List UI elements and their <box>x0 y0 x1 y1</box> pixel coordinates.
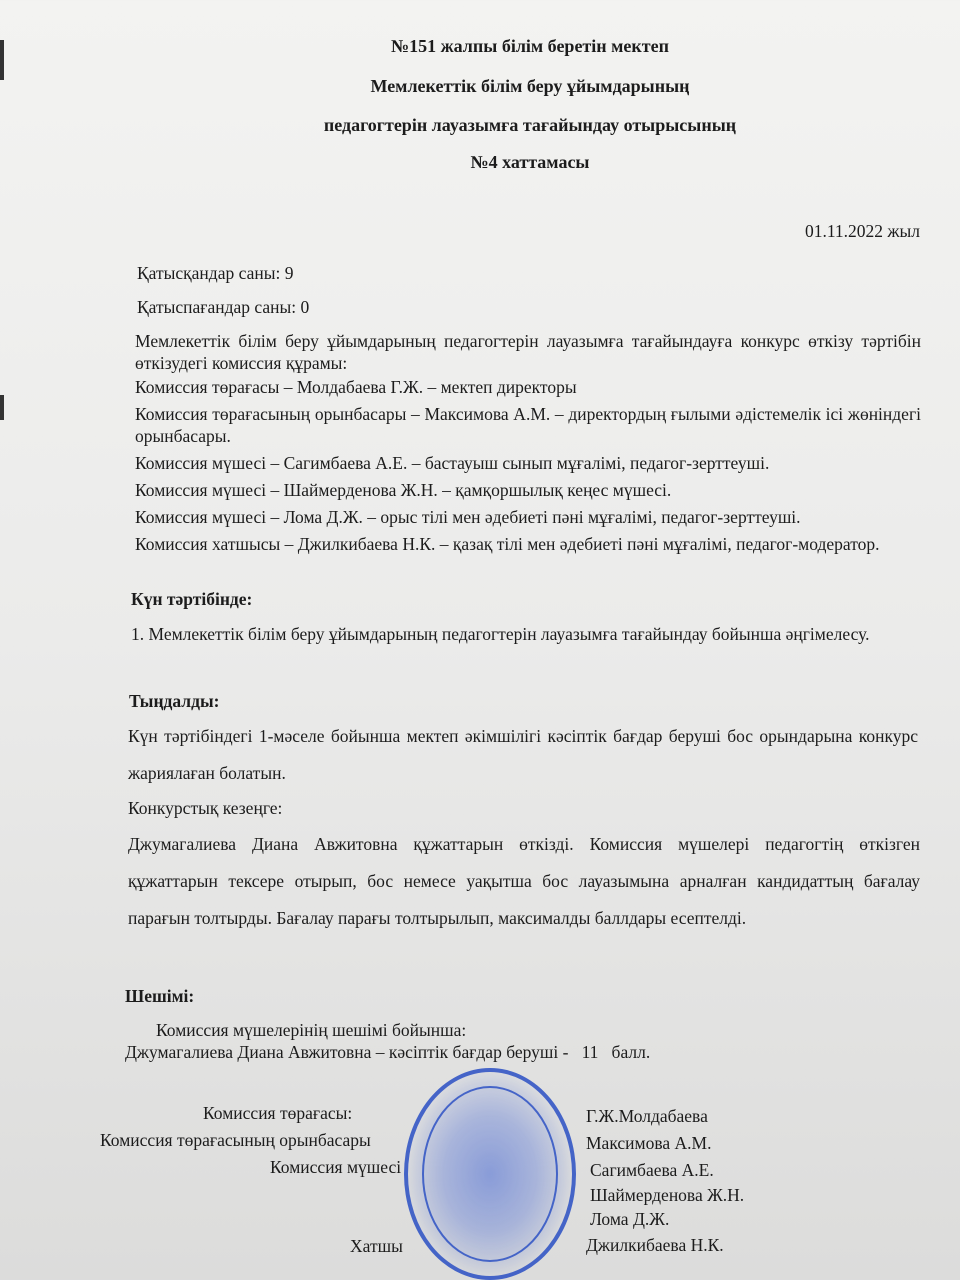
commission-member: Комиссия төрағасы – Молдабаева Г.Ж. – мектеп директоры <box>135 377 577 397</box>
decision-heading: Шешімі: <box>125 986 195 1006</box>
heard-text: Күн тәртібіндегі 1-мәселе бойынша мектеп әкімшілігі кәсіптік бағдар беруші бос орындарына конкурс жариялаған болатын. <box>128 726 918 783</box>
signature-chair-label: Комиссия төрағасы: <box>203 1103 353 1123</box>
agenda-heading: Күн тәртібінде: <box>131 589 253 609</box>
decision-result: Джумагалиева Диана Авжитовна – кәсіптік бағдар беруші - 11 балл. <box>125 1042 651 1062</box>
official-stamp <box>404 1068 576 1280</box>
heard-heading: Тыңдалды: <box>129 691 220 711</box>
header-line2: Мемлекеттік білім беру ұйымдарының <box>370 76 690 96</box>
heard-details: Джумагалиева Диана Авжитовна құжаттарын өткізді. Комиссия мүшелері педагогтің өткізген құжаттарын тексере отырып, бос немесе уақытша бос лауазымына арналған кандидаттың бағалау парағын толтырды. Бағалау парағы толтырылып, максималды баллдары есептелді. <box>128 834 920 928</box>
agenda-item: 1. Мемлекеттік білім беру ұйымдарының педагогтерін лауазымға тағайындау бойынша әңгімелесу. <box>131 624 870 644</box>
present-count: Қатысқандар саны: 9 <box>137 263 294 283</box>
header-line3: педагогтерін лауазымға тағайындау отырысының <box>323 115 737 135</box>
signature-name: Максимова А.М. <box>586 1133 712 1153</box>
commission-list <box>135 330 921 555</box>
signature-secretary-label: Хатшы <box>350 1236 403 1256</box>
paper-edge-mark <box>0 395 4 420</box>
header-protocol-number: №4 хаттамасы <box>470 152 590 172</box>
signature-name: Джилкибаева Н.К. <box>586 1235 724 1255</box>
signature-name: Шаймерденова Ж.Н. <box>590 1185 745 1205</box>
header-school: №151 жалпы білім беретін мектеп <box>391 36 669 56</box>
commission-member: Комиссия мүшесі – Лома Д.Ж. – орыс тілі мен әдебиеті пәні мұғалімі, педагог-зерттеуші. <box>135 507 801 527</box>
commission-member: Комиссия хатшысы – Джилкибаева Н.К. – қазақ тілі мен әдебиеті пәні мұғалімі, педагог-модератор. <box>135 534 880 554</box>
signature-name: Г.Ж.Молдабаева <box>586 1106 708 1126</box>
commission-member: Комиссия төрағасының орынбасары – Максимова А.М. – директордың ғылыми әдістемелік ісі жөніндегі орынбасары. <box>135 404 921 446</box>
absent-count: Қатыспағандар саны: 0 <box>137 297 310 317</box>
decision-line1: Комиссия мүшелерінің шешімі бойынша: <box>156 1020 467 1040</box>
commission-member: Комиссия мүшесі – Сагимбаева А.Е. – бастауыш сынып мұғалімі, педагог-зерттеуші. <box>135 453 770 473</box>
commission-member: Комиссия мүшесі – Шаймерденова Ж.Н. – қамқоршылық кеңес мүшесі. <box>135 480 672 500</box>
signature-deputy-label: Комиссия төрағасының орынбасары <box>100 1130 371 1150</box>
signature-name: Лома Д.Ж. <box>590 1209 670 1229</box>
commission-intro: Мемлекеттік білім беру ұйымдарының педагогтерін лауазымға тағайындауға конкурс өткізу тәртібін өткізудегі комиссия құрамы: <box>135 331 921 373</box>
contest-stage: Конкурстық кезеңге: <box>128 798 283 818</box>
document-date: 01.11.2022 жыл <box>804 221 920 241</box>
signature-name: Сагимбаева А.Е. <box>590 1160 714 1180</box>
signature-member-label: Комиссия мүшесі <box>270 1157 402 1177</box>
